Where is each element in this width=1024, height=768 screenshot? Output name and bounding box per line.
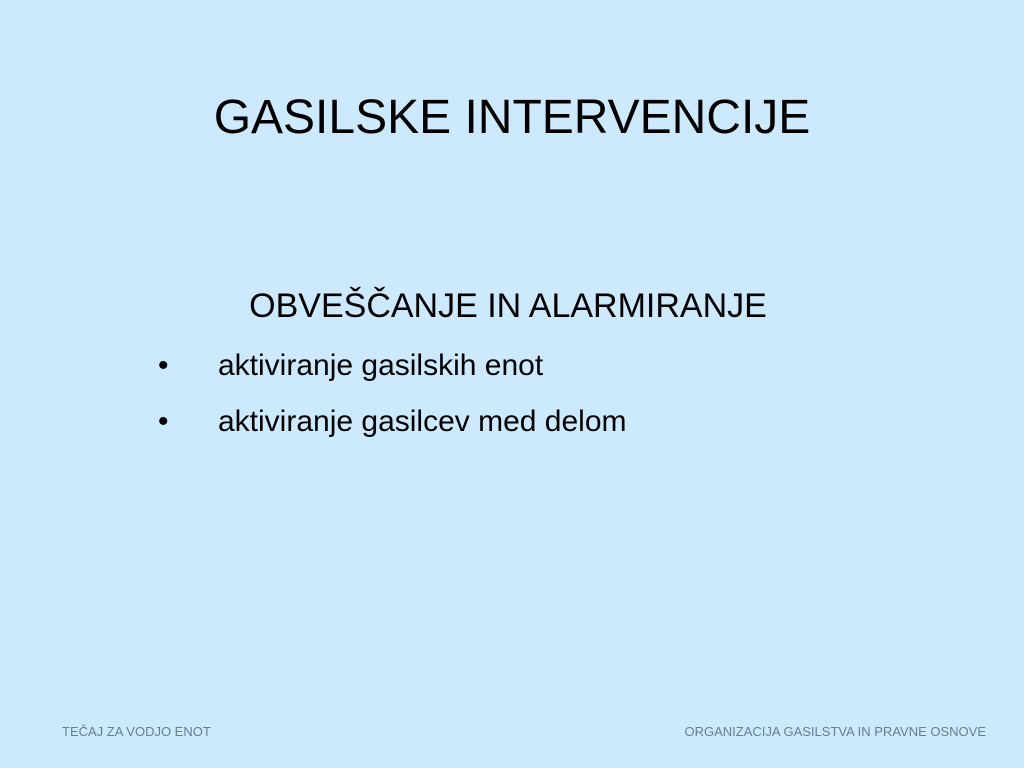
bullet-text: aktiviranje gasilcev med delom xyxy=(218,405,627,438)
bullet-text: aktiviranje gasilskih enot xyxy=(218,349,544,382)
section-heading: OBVEŠČANJE IN ALARMIRANJE xyxy=(249,287,767,325)
footer-right: ORGANIZACIJA GASILSTVA IN PRAVNE OSNOVE xyxy=(684,724,986,739)
bullet-marker: • xyxy=(158,349,169,382)
footer-left: TEČAJ ZA VODJO ENOT xyxy=(62,724,211,739)
slide-title: GASILSKE INTERVENCIJE xyxy=(213,91,811,144)
bullet-marker: • xyxy=(158,405,169,438)
